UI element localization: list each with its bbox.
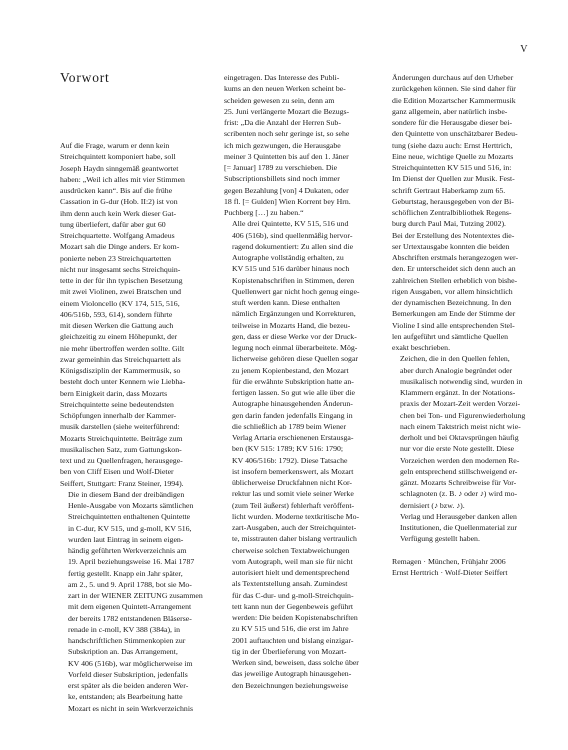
text-line: Geburtstag, herausgegeben von der Bi- <box>392 196 514 206</box>
text-line: rektur las und somit viele seiner Werke <box>232 489 354 499</box>
text-line: Quellenwert gar nicht hoch genug einge- <box>232 286 360 296</box>
text-line: Joseph Haydn sinngemäß geantwortet <box>60 163 179 173</box>
text-line: musikalischen Satz, zum Gattungskon- <box>60 444 182 454</box>
text-line: KV 406/516b: 1792). Diese Tatsache <box>232 455 348 465</box>
text-line: nur vor die erste Note gestellt. Diese <box>400 444 515 454</box>
text-line: 2001 auftauchten und bislang einzigar- <box>232 635 354 645</box>
text-line: zu KV 515 und 516, die erst im Jahre <box>232 624 349 634</box>
text-line: zurückgehen können. Sie sind daher für <box>392 84 516 94</box>
paragraph <box>224 72 372 218</box>
text-line: dernisiert (♪ bzw. ♪). <box>400 500 465 510</box>
text-line: den Bezeichnungen beziehungsweise <box>232 680 349 690</box>
text-line: Vorzeichen werden den modernen Re- <box>400 455 520 465</box>
text-line: nicht nur insgesamt sechs Streichquin- <box>60 264 181 274</box>
text-line: schlagnoten (z. B. ♪ oder ♪) wird mo- <box>400 489 518 499</box>
text-line: 406/516b, 593, 614), sondern führte <box>60 309 173 319</box>
text-line: zart in der WIENER ZEITUNG zusammen <box>68 591 203 600</box>
text-line: Auf die Frage, warum er denn kein <box>60 141 170 150</box>
text-line: zwar gemeinhin das Streichquartett als <box>60 354 181 364</box>
text-line: exakt beschrieben. <box>392 343 451 352</box>
text-line: chen bei Ton- und Figurenwiederholung <box>400 410 526 420</box>
text-line: händig geführten Werkverzeichnis am <box>68 546 187 555</box>
text-line: KV 406 (516b), war möglicherweise im <box>68 658 193 668</box>
text-line: [= Januar] 1789 zu verschieben. Die <box>224 163 338 172</box>
text-line: am 2., 5. und 9. April 1788, bot sie Mo- <box>68 579 192 589</box>
text-line: Im Dienst der Quellen zur Musik. Fest- <box>392 174 515 184</box>
text-line: Werken sind, beweisen, dass solche über <box>232 658 359 667</box>
text-line: Subscriptionsbillets sind noch immer <box>224 174 340 184</box>
text-line: ihm denn auch kein Werk dieser Gat- <box>60 208 177 218</box>
text-line: Eine neue, wichtige Quelle zu Mozarts <box>392 151 514 161</box>
text-line: werden: Die beiden Kopistenabschriften <box>232 613 358 622</box>
text-line: Ernst Herttrich · Wolf-Dieter Seiffert <box>392 568 508 577</box>
text-line: den. Er unterscheidet sich denn auch an <box>392 264 516 274</box>
text-line: Änderungen durchaus auf den Urheber <box>392 73 514 82</box>
text-line: scribenten noch sehr geringe ist, so sehe <box>224 129 350 139</box>
text-line: 406 (516b), sind quellenmäßig hervor- <box>232 230 353 240</box>
text-line: Institutionen, die Quellenmaterial zur <box>400 523 517 532</box>
text-line: Streichquintette seine bedeutendsten <box>60 399 174 409</box>
text-line: len aufgeführt und sämtliche Quellen <box>392 331 509 341</box>
text-line: text und zu Quellenfragen, herausgege- <box>60 456 183 465</box>
text-line: ist insofern bemerkenswert, als Mozart <box>232 466 354 476</box>
text-line: tung (siehe dazu auch: Ernst Herttrich, <box>392 140 513 150</box>
text-line: bern Einigkeit darin, dass Mozarts <box>60 388 168 398</box>
text-line: Seiffert, Stuttgart: Franz Steiner, 1994). <box>60 478 184 488</box>
text-column-2 <box>224 72 372 691</box>
text-line: legung noch einmal überarbeitete. Mög- <box>232 343 358 352</box>
text-line: geln entsprechend stillschweigend er- <box>400 466 518 476</box>
text-line: wurden laut Eintrag in seinem eigen- <box>68 534 184 544</box>
text-line: Mozarts Streichquintette. Beiträge zum <box>60 433 183 443</box>
text-line: vom Autograph, weil man sie für nicht <box>232 556 353 566</box>
text-line: die Edition Mozartscher Kammermusik <box>392 95 516 105</box>
text-line: Streichquintetten KV 515 und 516, in: <box>392 163 512 172</box>
text-line: Alle drei Quintette, KV 515, 516 und <box>232 219 349 229</box>
text-column-3 <box>392 72 540 578</box>
text-line: ich mich gezwungen, die Herausgabe <box>224 140 341 150</box>
text-line: tett kann nun der Gegenbeweis geführt <box>232 601 354 611</box>
text-line: Remagen · München, Frühjahr 2006 <box>392 556 506 566</box>
text-line: Klammern ergänzt. In der Notations- <box>400 388 516 397</box>
text-line: das jeweilige Autograph hinausgehen- <box>232 669 352 679</box>
text-line: cherweise solchen Textabweichungen <box>232 545 350 555</box>
text-line: Vorfeld dieser Subskription, jedenfalls <box>68 669 188 679</box>
text-line: nämlich Ergänzungen und Korrekturen, <box>232 309 356 319</box>
text-line: derholt und bei Oktavsprüngen häufig <box>400 433 519 442</box>
text-line: Bemerkungen am Ende der Stimme der <box>392 309 516 319</box>
text-line: ausdrücken kann“. Bis auf die frühe <box>60 186 173 195</box>
text-line: zahlreichen Stellen erheblich von bishe- <box>392 275 518 285</box>
text-line: KV 515 und 516 darüber hinaus noch <box>232 264 350 274</box>
text-line: eingetragen. Das Interesse des Publi- <box>224 73 340 82</box>
paragraph <box>392 556 540 579</box>
text-line: ganz allgemein, aber natürlich insbe- <box>392 106 508 116</box>
text-line: musik darstellen (siehe weiterführend: <box>60 422 180 432</box>
text-line: Streichquartette. Wolfgang Amadeus <box>60 231 175 240</box>
text-line: einem Violoncello (KV 174, 515, 516, <box>60 298 180 308</box>
text-line: tung überliefert, dafür aber gut 60 <box>60 219 166 229</box>
text-line: 25. Juni verlängerte Mozart die Bezugs- <box>224 106 350 116</box>
page-number: V <box>520 44 528 55</box>
text-line: erst später als die beiden anderen Wer- <box>68 681 189 690</box>
text-line: renade in c-moll, KV 388 (384a), in <box>68 624 181 634</box>
text-line: frist: „Da die Anzahl der Herren Sub- <box>224 118 341 127</box>
text-line: als Textentstellung ansah. Zumindest <box>232 579 348 589</box>
text-line: für das C-dur- und g-moll-Streichquin- <box>232 590 354 600</box>
paragraph <box>392 72 540 353</box>
text-line: 18 fl. [= Gulden] Wien Korrent bey Hrn. <box>224 196 351 206</box>
text-line: zu jenem Kopienbestand, den Mozart <box>232 365 349 375</box>
text-line: Zeichen, die in den Quellen fehlen, <box>400 354 510 364</box>
paragraph <box>224 218 372 691</box>
text-line: praxis der Mozart-Zeit werden Vorzei- <box>400 399 521 409</box>
text-line: ragend dokumentiert: Zu allen sind die <box>232 241 354 251</box>
text-line: tette in der für ihn typischen Besetzung <box>60 276 183 285</box>
text-line: ke, entstanden; als Bearbeitung hatte <box>68 692 183 702</box>
text-line: Schöpfungen innerhalb der Kammer- <box>60 411 177 420</box>
text-line: licht wurden. Moderne textkritische Mo- <box>232 511 360 521</box>
text-line: ser Urtextausgabe konnten die beiden <box>392 241 510 251</box>
text-line: stuft werden kann. Diese enthalten <box>232 298 341 307</box>
text-line: üblicherweise Druckfahnen nicht Kor- <box>232 478 352 487</box>
text-line: kums an den neuen Werken scheint be- <box>224 84 346 94</box>
text-line: der dynamischen Bezeichnung. In den <box>392 298 512 307</box>
text-line: besteht doch unter Kennern wie Liebha- <box>60 377 186 387</box>
text-line: aber durch Analogie begründet oder <box>400 365 513 375</box>
text-line: gänzt. Mozarts Schreibweise für Vor- <box>400 478 517 487</box>
text-line: te, misstrauten daher bislang vertraulich <box>232 534 357 544</box>
text-line: Die in diesem Band der dreibändigen <box>68 489 185 499</box>
text-line: gegen Bezahlung [von] 4 Dukaten, oder <box>224 185 349 195</box>
text-line: burg durch Paul Mai, Tutzing 2002). <box>392 219 506 229</box>
text-line: Streichquintett komponiert habe, soll <box>60 152 176 162</box>
text-line: sondere für die Herausgabe dieser bei- <box>392 118 513 127</box>
page-title: Vorwort <box>60 70 110 85</box>
text-line: (zum Teil äußerst) fehlerhaft veröffent- <box>232 500 355 510</box>
text-line: ben von Cliff Eisen und Wolf-Dieter <box>60 467 174 477</box>
text-line: Bei der Erstellung des Notentextes die- <box>392 230 515 240</box>
text-line: schrift Gertraut Haberkamp zum 65. <box>392 185 506 195</box>
text-line: 19. April beziehungsweise 16. Mai 1787 <box>68 557 195 567</box>
text-line: scheiden gewesen zu sein, denn am <box>224 95 335 105</box>
text-line: mit dem eigenen Quintett-Arrangement <box>68 602 192 612</box>
text-line: gen darin fanden jedenfalls Eingang in <box>232 410 353 420</box>
text-line: Mozart sah die Dinge anders. Er kom- <box>60 242 180 252</box>
text-line: Verlag und Herausgeber danken allen <box>400 511 517 521</box>
text-line: rigen Ausgaben, vor allem hinsichtlich <box>392 286 513 296</box>
text-line: fertig gestellt. Knapp ein Jahr später, <box>68 568 183 578</box>
text-line: nie mehr übertroffen werden sollte. Gilt <box>60 343 185 353</box>
paragraph <box>60 489 208 714</box>
text-line: Streichquintetten enthaltenen Quintette <box>68 512 191 522</box>
text-line: Autographe hinausgehenden Änderun- <box>232 399 353 409</box>
text-line: haben: „Weil ich alles mit vier Stimmen <box>60 174 185 184</box>
paragraph <box>60 140 208 489</box>
text-line: Verfügung gestellt haben. <box>400 534 480 544</box>
text-line: Abschriften erstmals herangezogen wer- <box>392 253 519 262</box>
text-line: teilweise in Mozarts Hand, die bezeu- <box>232 320 351 330</box>
text-line: mit diesen Werken die Gattung auch <box>60 321 174 330</box>
text-line: ponierte neben 23 Streichquartetten <box>60 253 172 263</box>
text-line: ben (KV 515: 1789; KV 516: 1790; <box>232 444 344 454</box>
text-line: mit zwei Violinen, zwei Bratschen und <box>60 287 182 297</box>
text-line: gen, dass er diese Werke vor der Druck- <box>232 331 357 341</box>
text-line: den Quintette von unschätzbarer Bedeu- <box>392 129 518 139</box>
text-line: Mozart es nicht in sein Werkverzeichnis <box>68 703 194 713</box>
text-line: für die erwähnte Subskription hatte an- <box>232 376 354 386</box>
text-line: meiner 3 Quintetten bis auf den 1. Jäner <box>224 151 349 161</box>
paragraph <box>392 353 540 511</box>
text-line: Kopistenabschriften in Stimmen, deren <box>232 275 355 285</box>
text-line: handschriftlichen Stimmenkopien zur <box>68 636 186 645</box>
text-line: Violine I sind alle entsprechenden Stel- <box>392 320 515 330</box>
text-line: Autographe vollständig erhalten, zu <box>232 253 344 262</box>
text-line: Verlag Artaria erschienenen Erstausga- <box>232 433 354 442</box>
text-line: schöflichen Zentralbibliothek Regens- <box>392 208 512 217</box>
paragraph <box>392 511 540 545</box>
text-line: tig in der Überlieferung von Mozart- <box>232 646 347 656</box>
text-line: fertigen lassen. So gut wie alle über die <box>232 388 355 397</box>
text-line: der bereits 1782 entstandenen Bläserse- <box>68 613 192 623</box>
text-line: zart-Ausgaben, auch der Streichquintet- <box>232 523 357 532</box>
text-line: in C-dur, KV 515, und g-moll, KV 516, <box>68 523 192 533</box>
text-line: autorisiert hielt und dementsprechend <box>232 568 350 577</box>
text-line: Subskription an. Das Arrangement, <box>68 647 178 657</box>
text-line: Henle-Ausgabe von Mozarts sämtlichen <box>68 501 194 510</box>
text-line: nach einem Taktstrich meist nicht wie- <box>400 421 521 431</box>
text-line: licherweise gehören diese Quellen sogar <box>232 354 358 364</box>
text-line: gleichzeitig zu einem Höhepunkt, der <box>60 332 178 342</box>
text-line: Cassation in G-dur (Hob. II:2) ist von <box>60 197 178 207</box>
text-line: die schließlich ab 1789 beim Wiener <box>232 421 347 431</box>
text-line: Königsdisziplin der Kammermusik, so <box>60 366 181 375</box>
text-line: musikalisch notwendig sind, wurden in <box>400 376 523 386</box>
text-column-1 <box>60 140 208 714</box>
text-line: Puchberg […] zu haben.“ <box>224 208 304 217</box>
